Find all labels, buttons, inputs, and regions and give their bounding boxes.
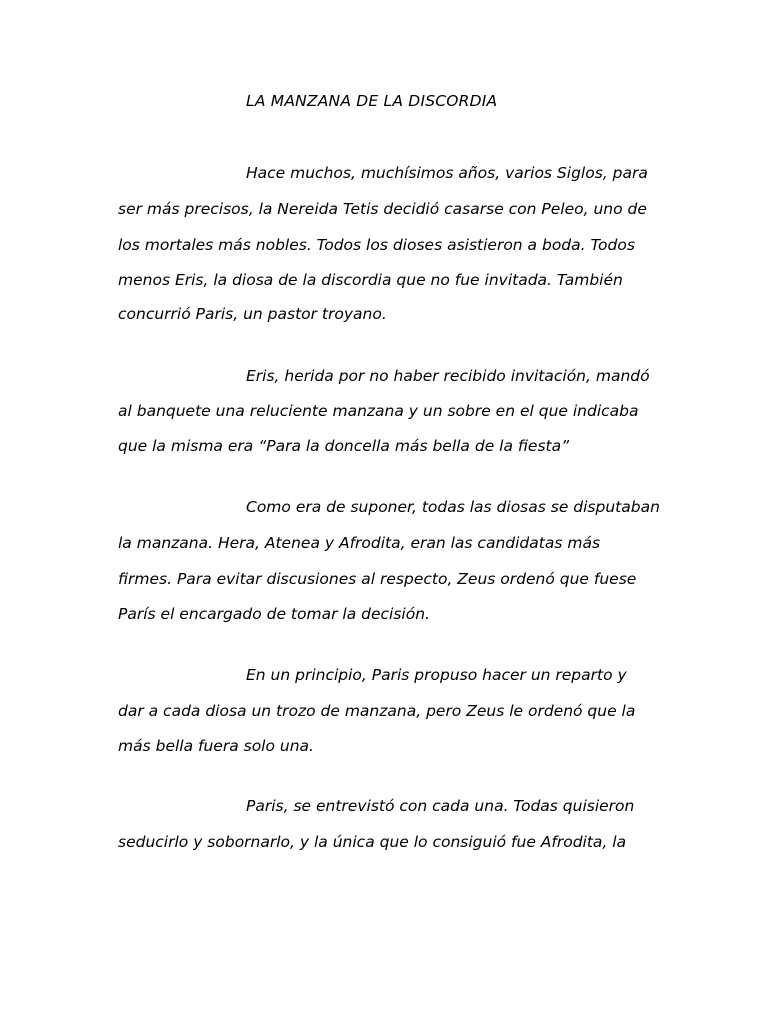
text-line: Hace muchos, muchísimos años, varios Siglos, para	[246, 164, 648, 182]
text-line: que la misma era “Para la doncella más bella de la fiesta”	[118, 437, 570, 455]
text-line: los mortales más nobles. Todos los dioses asistieron a boda. Todos	[118, 236, 635, 254]
text-line: Eris, herida por no haber recibido invitación, mandó	[246, 367, 650, 385]
document-title: LA MANZANA DE LA DISCORDIA	[246, 92, 498, 110]
text-line: París el encargado de tomar la decisión.	[118, 605, 430, 623]
text-line: seducirlo y sobornarlo, y la única que lo consiguió fue Afrodita, la	[118, 833, 627, 851]
text-line: la manzana. Hera, Atenea y Afrodita, eran las candidatas más	[118, 534, 601, 552]
text-line: firmes. Para evitar discusiones al respecto, Zeus ordenó que fuese	[118, 570, 637, 588]
text-line: Como era de suponer, todas las diosas se disputaban	[246, 498, 660, 516]
text-line: más bella fuera solo una.	[118, 737, 314, 755]
text-line: Paris, se entrevistó con cada una. Todas quisieron	[246, 797, 635, 815]
text-line: al banquete una reluciente manzana y un sobre en el que indicaba	[118, 402, 639, 420]
text-line: En un principio, Paris propuso hacer un reparto y	[246, 666, 627, 684]
text-line: concurrió Paris, un pastor troyano.	[118, 305, 387, 323]
text-line: dar a cada diosa un trozo de manzana, pero Zeus le ordenó que la	[118, 702, 636, 720]
text-line: ser más precisos, la Nereida Tetis decidió casarse con Peleo, uno de	[118, 200, 647, 218]
text-line: menos Eris, la diosa de la discordia que no fue invitada. También	[118, 271, 623, 289]
